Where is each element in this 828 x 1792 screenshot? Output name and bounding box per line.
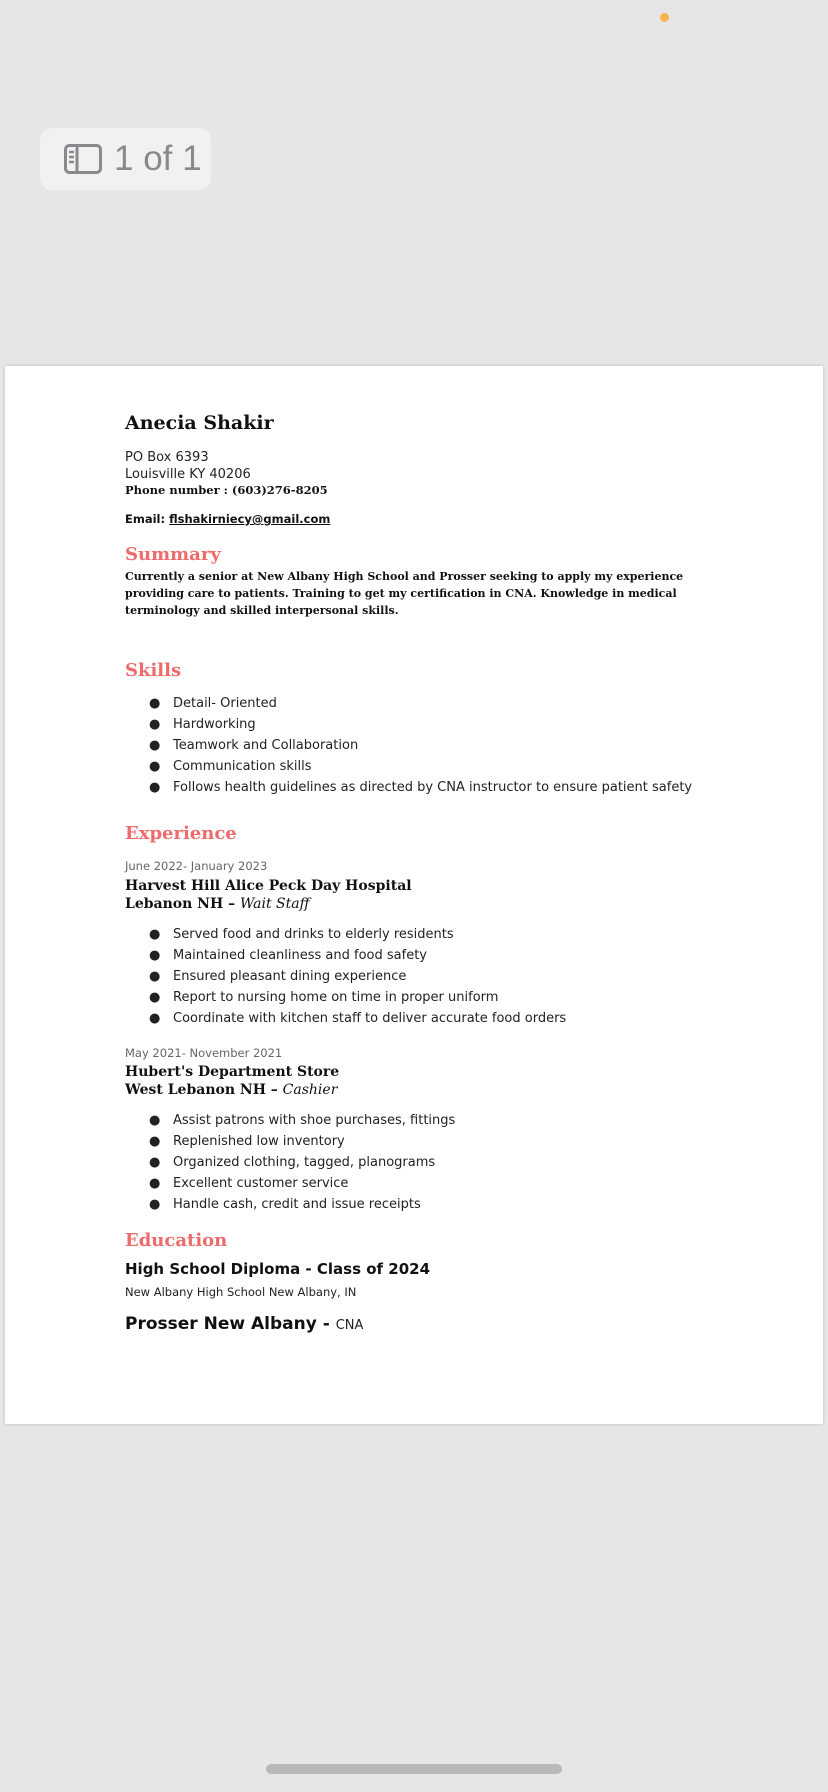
job-dates: May 2021- November 2021 xyxy=(125,1046,283,1060)
resume-name: Anecia Shakir xyxy=(125,412,274,434)
list-item: ● Ensured pleasant dining experience xyxy=(149,969,407,984)
email-line xyxy=(125,512,330,526)
list-item: ● Replenished low inventory xyxy=(149,1134,345,1149)
education-title xyxy=(125,1314,363,1334)
education-detail: New Albany High School New Albany, IN xyxy=(125,1285,357,1299)
list-item: ● Served food and drinks to elderly residents xyxy=(149,927,454,942)
job-location-role xyxy=(125,896,310,912)
page-indicator-label: 1 of 1 xyxy=(114,139,202,178)
list-item: ● Detail- Oriented xyxy=(149,696,277,711)
status-indicator-dot xyxy=(660,13,669,22)
home-indicator[interactable] xyxy=(266,1764,562,1774)
job-dates: June 2022- January 2023 xyxy=(125,859,268,873)
list-item: ● Handle cash, credit and issue receipts xyxy=(149,1197,421,1212)
job-role: Wait Staff xyxy=(239,896,310,912)
job-separator: – xyxy=(223,896,240,912)
job-role: Cashier xyxy=(282,1082,338,1098)
experience-heading: Experience xyxy=(125,823,237,844)
email-link[interactable]: flshakirniecy@gmail.com xyxy=(169,512,331,526)
summary-text: Currently a senior at New Albany High School and Prosser seeking to apply my experience providing care to patients. Training to get my certification in CNA. Knowledge in medical terminology and skilled interpersonal skills. xyxy=(125,570,684,617)
education-institution: Prosser New Albany - xyxy=(125,1314,336,1334)
skills-heading: Skills xyxy=(125,660,182,681)
email-label: Email: xyxy=(125,512,170,526)
page-indicator[interactable] xyxy=(40,128,211,190)
list-item: ● Maintained cleanliness and food safety xyxy=(149,948,427,963)
job-employer: Hubert's Department Store xyxy=(125,1064,340,1080)
phone-number: Phone number : (603)276-8205 xyxy=(125,483,328,497)
list-item: ● Report to nursing home on time in proper uniform xyxy=(149,990,499,1005)
list-item: ● Follows health guidelines as directed by CNA instructor to ensure patient safety xyxy=(149,780,693,795)
job-location-role xyxy=(125,1082,337,1098)
job-location: Lebanon NH xyxy=(125,896,224,912)
education-heading: Education xyxy=(125,1230,228,1251)
skills-list xyxy=(125,693,692,798)
job-employer: Harvest Hill Alice Peck Day Hospital xyxy=(125,878,412,894)
list-item: ● Communication skills xyxy=(149,759,312,774)
sidebar-icon xyxy=(64,144,102,174)
summary-heading: Summary xyxy=(125,544,221,565)
address-line-1: PO Box 6393 xyxy=(125,450,209,465)
job-duties-list xyxy=(125,1110,455,1215)
education-title: High School Diploma - Class of 2024 xyxy=(125,1260,431,1278)
list-item: ● Excellent customer service xyxy=(149,1176,349,1191)
document-page xyxy=(5,366,823,1424)
list-item: ● Hardworking xyxy=(149,717,256,732)
job-location: West Lebanon NH xyxy=(125,1082,266,1098)
list-item: ● Assist patrons with shoe purchases, fittings xyxy=(149,1113,456,1128)
education-tag: CNA xyxy=(335,1318,364,1333)
address-line-2: Louisville KY 40206 xyxy=(125,467,251,482)
list-item: ● Teamwork and Collaboration xyxy=(149,738,359,753)
list-item: ● Coordinate with kitchen staff to deliver accurate food orders xyxy=(149,1011,567,1026)
job-duties-list xyxy=(125,924,566,1029)
job-separator: – xyxy=(265,1082,283,1098)
list-item: ● Organized clothing, tagged, planograms xyxy=(149,1155,436,1170)
